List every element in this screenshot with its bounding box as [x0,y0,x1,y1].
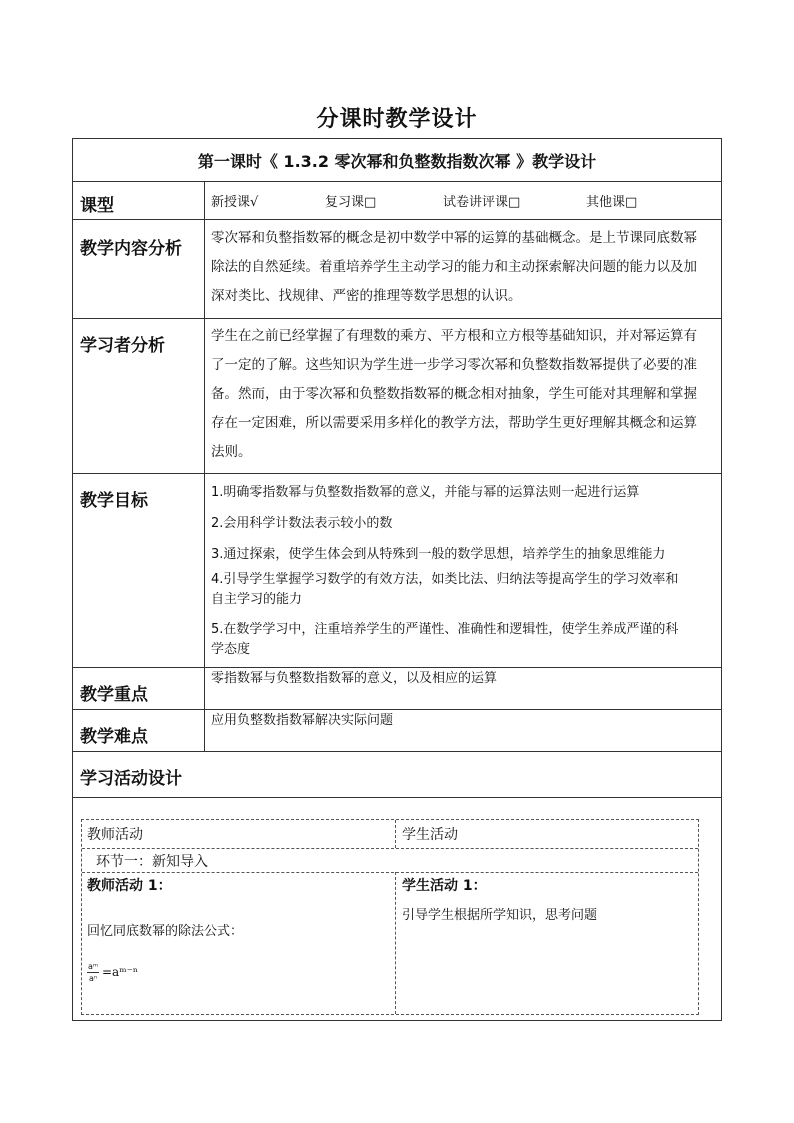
content-analysis-label: 教学内容分析 [80,239,182,259]
formula-result: =aᵐ⁻ⁿ [102,965,139,979]
key-point-row [73,668,721,710]
column-divider [204,182,205,219]
text-line: 法则。 [211,444,252,460]
column-divider [204,474,205,667]
key-point-label: 教学重点 [80,685,148,705]
page-title: 分课时教学设计 [316,107,478,132]
key-point-text: 零指数幂与负整数指数幂的意义，以及相应的运算 [211,671,498,686]
text-line: 存在一定困难，所以需要采用多样化的教学方法，帮助学生更好理解其概念和运算 [211,415,697,431]
learner-analysis-label: 学习者分析 [80,336,165,356]
lesson-title-row [73,139,721,182]
lesson-design-table [72,138,722,1021]
column-divider [204,710,205,751]
content-analysis-row [73,220,721,319]
formula-numerator: aᵐ [88,962,98,971]
difficulty-row [73,710,721,752]
learner-analysis-text [211,322,715,467]
learner-analysis-row [73,319,721,474]
column-divider [395,820,396,848]
section-row [82,848,698,873]
text-line: 零次幂和负整指数幂的概念是初中数学中幂的运算的基础概念。是上节课同底数幂 [211,230,697,246]
activity-design-label: 学习活动设计 [80,769,182,789]
goal-item-2: 2.会用科学计数法表示较小的数 [211,516,393,531]
column-divider [395,872,396,1014]
text-line: 了一定的了解。这些知识为学生进一步学习零次幂和负整数指数幂提供了必要的准 [211,357,697,373]
student-activity-text: 引导学生根据所学知识，思考问题 [402,908,598,923]
goal-item-5: 5.在数学学习中，注重培养学生的严谨性、准确性和逻辑性，使学生养成严谨的科 [211,622,679,637]
type-option-exam-review[interactable]: 试卷讲评课□ [443,195,521,210]
column-divider [204,220,205,318]
activity-table [81,819,699,1015]
division-formula [87,962,167,992]
difficulty-label: 教学难点 [80,727,148,747]
column-divider [204,668,205,709]
type-option-new[interactable]: 新授课√ [211,195,259,210]
formula-denominator: aⁿ [88,974,98,983]
content-analysis-text [211,224,715,311]
lesson-title: 第一课时《 1.3.2 零次幂和负整数指数次幂 》教学设计 [197,152,597,171]
fraction-bar [87,972,99,973]
student-activity-title: 学生活动 1： [402,878,487,894]
activity-content-row [82,872,698,1014]
text-line: 学生在之前已经掌握了有理数的乘方、平方根和立方根等基础知识，并对幂运算有 [211,328,697,344]
goal-item-3: 3.通过探索，使学生体会到从特殊到一般的数学思想，培养学生的抽象思维能力 [211,547,666,562]
text-line: 备。然而，由于零次幂和负整数指数幂的概念相对抽象，学生可能对其理解和掌握 [211,386,697,402]
teacher-activity-text: 回忆同底数幂的除法公式： [87,924,244,939]
goals-label: 教学目标 [80,491,148,511]
difficulty-text: 应用负整数指数幂解决实际问题 [211,713,394,728]
column-divider [204,319,205,473]
text-line: 除法的自然延续。着重培养学生主动学习的能力和主动探索解决问题的能力以及加 [211,259,697,275]
type-option-review[interactable]: 复习课□ [325,195,377,210]
activity-design-row [73,752,721,798]
type-row [73,182,721,220]
goal-item-5-cont: 学态度 [211,642,251,657]
section-title: 环节一：新知导入 [96,854,208,870]
student-activity-header: 学生活动 [402,827,458,843]
type-label: 课型 [80,196,114,216]
activity-header-row [82,820,698,849]
teacher-activity-header: 教师活动 [87,827,143,843]
goals-row [73,474,721,668]
goal-item-4: 4.引导学生掌握学习数学的有效方法，如类比法、归纳法等提高学生的学习效率和 [211,572,679,587]
teacher-activity-title: 教师活动 1： [87,878,172,894]
goal-item-4-cont: 自主学习的能力 [211,592,303,607]
type-option-other[interactable]: 其他课□ [586,195,638,210]
text-line: 深对类比、找规律、严密的推理等数学思想的认识。 [211,288,522,304]
goal-item-1: 1.明确零指数幂与负整数指数幂的意义，并能与幂的运算法则一起进行运算 [211,485,640,500]
